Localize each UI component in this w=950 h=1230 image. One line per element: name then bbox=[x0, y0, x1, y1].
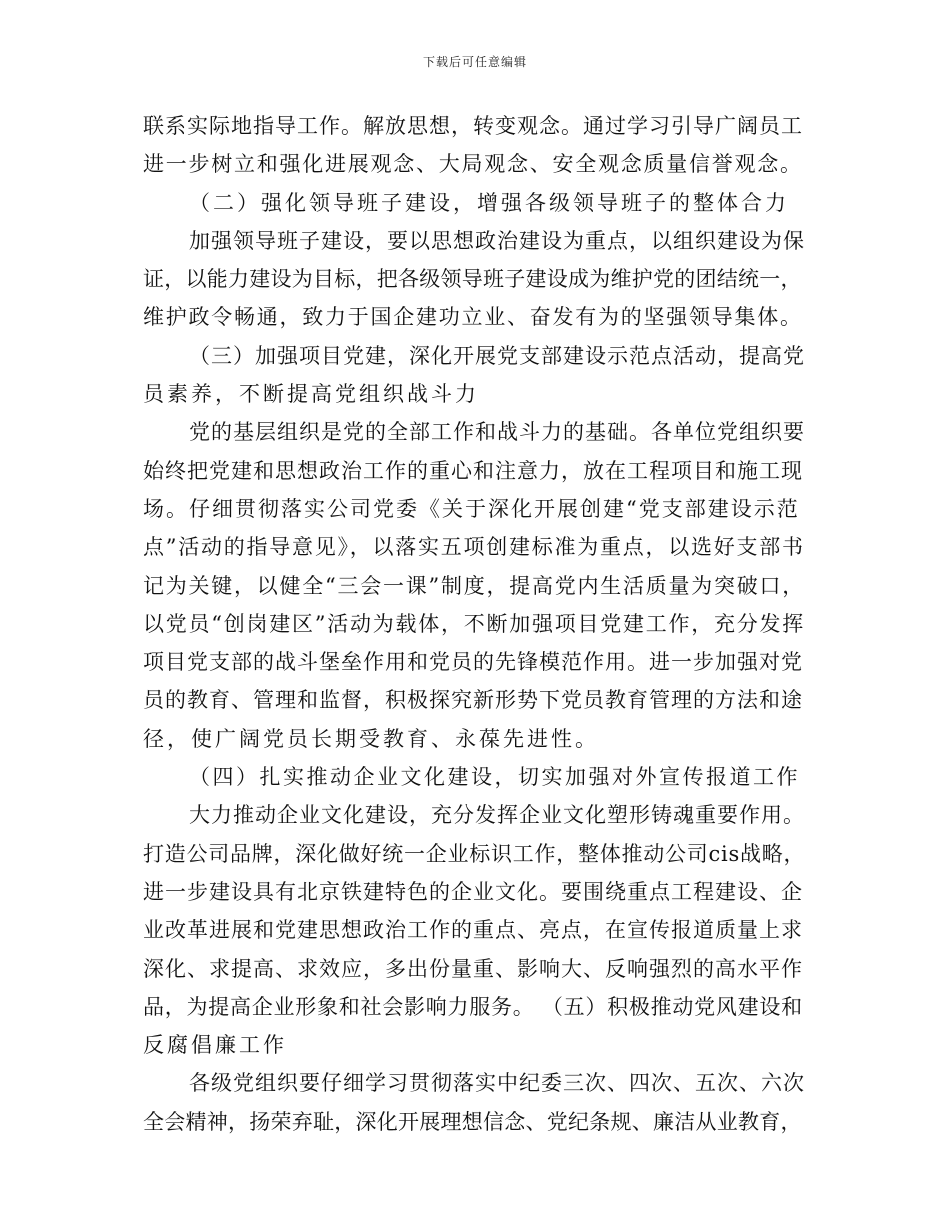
text-line: 径，使广阔党员长期受教育、永葆先进性。 bbox=[143, 726, 599, 751]
text-line: 党的基层组织是党的全部工作和战斗力的基础。各单位党组织要 bbox=[189, 420, 805, 445]
text-line: 打造公司品牌，深化做好统一企业标识工作，整体推动公司cis战略， bbox=[143, 841, 806, 866]
text-line: 证，以能力建设为目标，把各级领导班子建设成为维护党的团结统一， bbox=[143, 267, 802, 292]
text-line: （四）扎实推动企业文化建设，切实加强对外宣传报道工作 bbox=[189, 765, 800, 790]
text-line: 项目党支部的战斗堡垒作用和党员的先锋模范作用。进一步加强对党 bbox=[143, 650, 803, 675]
text-line: 加强领导班子建设，要以思想政治建设为重点，以组织建设为保 bbox=[189, 228, 805, 253]
text-line: 点”活动的指导意见》，以落实五项创建标准为重点，以选好支部书 bbox=[143, 535, 805, 560]
text-line: （三）加强项目党建，深化开展党支部建设示范点活动，提高党 bbox=[189, 343, 805, 368]
text-line: 品，为提高企业形象和社会影响力服务。 （五）积极推动党风建设和 bbox=[143, 994, 803, 1019]
text-line: 业改革进展和党建思想政治工作的重点、亮点，在宣传报道质量上求 bbox=[143, 918, 803, 943]
text-line: 场。仔细贯彻落实公司党委《关于深化开展创建“党支部建设示范 bbox=[143, 496, 800, 521]
text-line: 始终把党建和思想政治工作的重心和注意力，放在工程项目和施工现 bbox=[143, 458, 803, 483]
text-line: 反腐倡廉工作 bbox=[143, 1033, 287, 1058]
page-header: 下载后可任意编辑 bbox=[422, 55, 527, 69]
text-line: 记为关键，以健全“三会一课”制度，提高党内生活质量为突破口， bbox=[143, 573, 805, 598]
text-line: 各级党组织要仔细学习贯彻落实中纪委三次、四次、五次、六次 bbox=[189, 1071, 805, 1096]
text-line: 进一步树立和强化进展观念、大局观念、安全观念质量信誉观念。 bbox=[143, 152, 803, 177]
text-line: 深化、求提高、求效应，多出份量重、影响大、反响强烈的高水平作 bbox=[143, 956, 803, 981]
text-line: 员的教育、管理和监督，积极探究新形势下党员教育管理的方法和途 bbox=[143, 688, 803, 713]
text-line: 进一步建设具有北京铁建特色的企业文化。要围绕重点工程建设、企 bbox=[143, 879, 803, 904]
text-line: （二）强化领导班子建设，增强各级领导班子的整体合力 bbox=[189, 190, 789, 215]
text-line: 以党员“创岗建区”活动为载体，不断加强项目党建工作，充分发挥 bbox=[143, 611, 805, 636]
text-line: 大力推动企业文化建设，充分发挥企业文化塑形铸魂重要作用。 bbox=[189, 803, 805, 828]
text-line: 联系实际地指导工作。解放思想，转变观念。通过学习引导广阔员工 bbox=[143, 114, 803, 138]
text-line: 员素养，不断提高党组织战斗力 bbox=[143, 382, 479, 407]
text-line: 全会精神，扬荣弃耻，深化开展理想信念、党纪条规、廉洁从业教育， bbox=[143, 1109, 802, 1134]
text-line: 维护政令畅通，致力于国企建功立业、奋发有为的坚强领导集体。 bbox=[143, 305, 803, 330]
document-body bbox=[143, 107, 805, 1141]
